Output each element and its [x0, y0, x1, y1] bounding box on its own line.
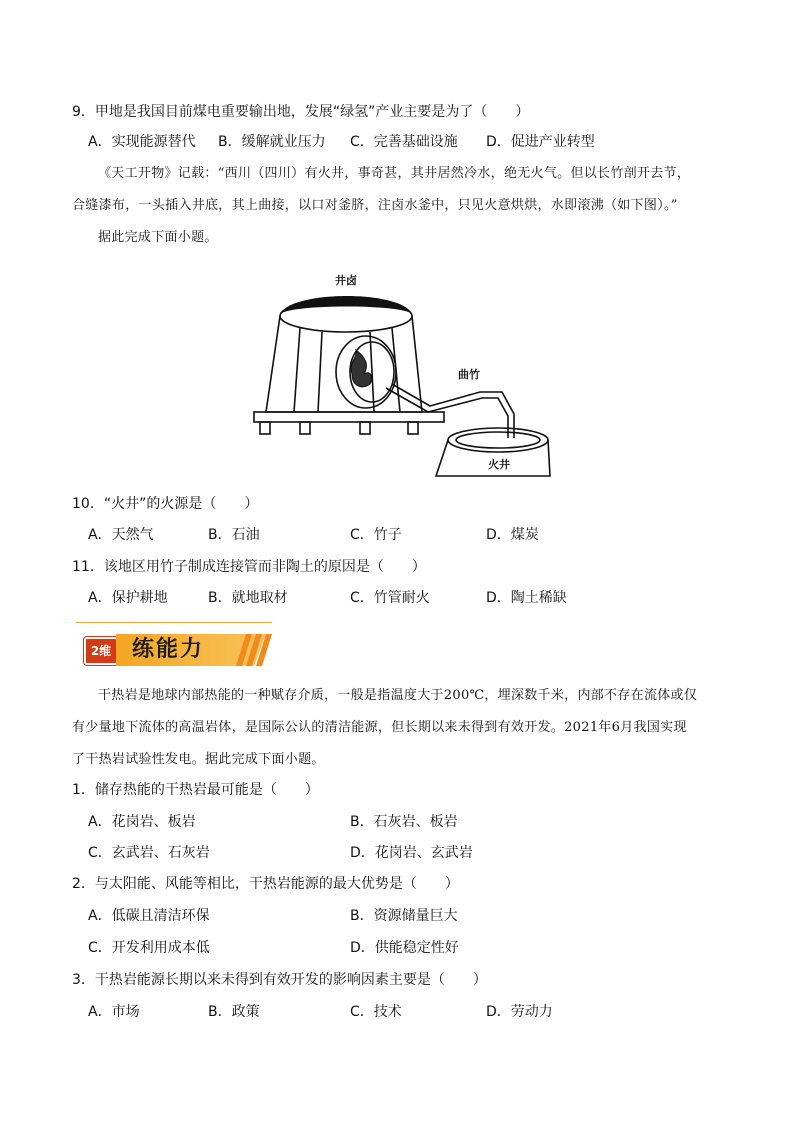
- question-9-options: [88, 132, 728, 152]
- passage-line: 干热岩是地球内部热能的一种赋存介质，一般是指温度大于200℃，埋深数千米，内部不存在流体或仅: [98, 688, 698, 703]
- question-2: 2．与太阳能、风能等相比，干热岩能源的最大优势是（ ）: [72, 876, 459, 892]
- section-badge: 2维: [84, 637, 118, 665]
- option-a: A．低碳且清洁环保: [88, 908, 210, 924]
- option-d: D．促进产业转型: [486, 134, 595, 150]
- option-d: D．陶土稀缺: [486, 590, 567, 606]
- question-2-options-row1: [88, 906, 728, 926]
- question-2-options-row2: [88, 938, 728, 958]
- option-b: B．缓解就业压力: [218, 134, 326, 150]
- passage-ganreyan: [72, 680, 732, 776]
- option-d: D．供能稳定性好: [350, 940, 459, 956]
- question-11-options: [88, 588, 728, 608]
- option-d: D．劳动力: [486, 1004, 553, 1020]
- option-b: B．资源储量巨大: [350, 908, 458, 924]
- question-11: 11．该地区用竹子制成连接管而非陶土的原因是（ ）: [72, 559, 426, 575]
- section-banner: [76, 628, 276, 670]
- option-a: A．市场: [88, 1004, 140, 1020]
- option-b: B．石灰岩、板岩: [350, 814, 458, 830]
- question-10: 10．“火井”的火源是（ ）: [72, 496, 259, 512]
- option-a: A．保护耕地: [88, 590, 168, 606]
- passage-line: 有少量地下流体的高温岩体，是国际公认的清洁能源，但长期以来未得到有效开发。2021年6月我国实现: [72, 720, 687, 735]
- option-a: A．天然气: [88, 527, 154, 543]
- question-10-options: [88, 525, 728, 545]
- banner-divider: [76, 622, 272, 623]
- option-c: C．竹管耐火: [350, 590, 430, 606]
- question-1: 1．储存热能的干热岩最可能是（ ）: [72, 782, 319, 798]
- option-d: D．花岗岩、玄武岩: [350, 845, 473, 861]
- option-c: C．技术: [350, 1004, 402, 1020]
- question-1-options-row1: [88, 812, 728, 832]
- fire-well-diagram: [252, 266, 558, 482]
- label-huojing: 火井: [488, 458, 510, 471]
- label-jinglu: 井卤: [335, 274, 357, 287]
- section-title: 练能力: [132, 637, 205, 662]
- option-b: B．就地取材: [208, 590, 288, 606]
- option-d: D．煤炭: [486, 527, 539, 543]
- passage-line: 《天工开物》记载：“西川（四川）有火井，事奇甚，其井居然冷水，绝无火气。但以长竹剖开去节，: [98, 166, 691, 181]
- passage-line: 据此完成下面小题。: [98, 230, 218, 245]
- question-1-options-row2: [88, 843, 728, 863]
- passage-line: 合缝漆布，一头插入井底，其上曲接，以口对釜脐，注卤水釜中，只见火意烘烘，水即滚沸（如下图）。”: [72, 198, 678, 213]
- label-quzhu: 曲竹: [458, 368, 480, 381]
- option-a: A．花岗岩、板岩: [88, 814, 196, 830]
- question-9: 9．甲地是我国目前煤电重要输出地，发展“绿氢”产业主要是为了（ ）: [72, 104, 530, 120]
- option-c: C．玄武岩、石灰岩: [88, 845, 210, 861]
- question-3-options: [88, 1002, 728, 1022]
- question-3: 3．干热岩能源长期以来未得到有效开发的影响因素主要是（ ）: [72, 972, 487, 988]
- stripes-icon: [234, 634, 274, 666]
- option-a: A．实现能源替代: [88, 134, 196, 150]
- option-b: B．政策: [208, 1004, 260, 1020]
- option-b: B．石油: [208, 527, 260, 543]
- passage-tiangong: [72, 158, 732, 254]
- option-c: C．开发利用成本低: [88, 940, 210, 956]
- option-c: C．竹子: [350, 527, 402, 543]
- passage-line: 了干热岩试验性发电。据此完成下面小题。: [72, 752, 325, 767]
- option-c: C．完善基础设施: [350, 134, 458, 150]
